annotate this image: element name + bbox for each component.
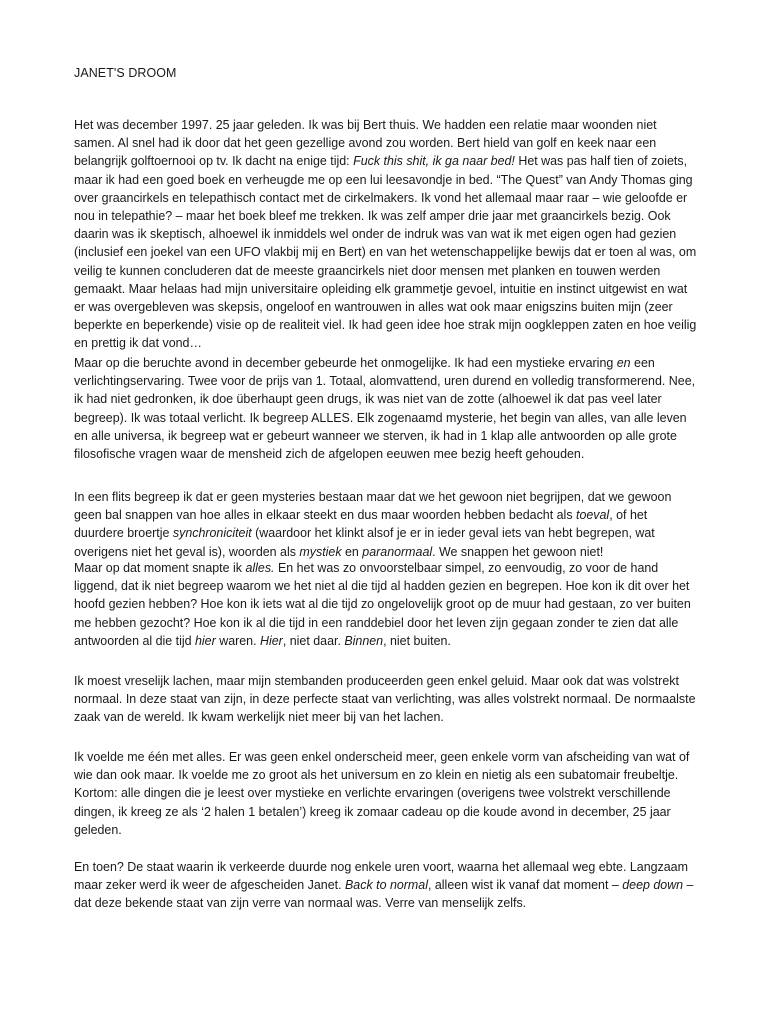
text-run: waren.	[215, 633, 260, 648]
italic-text: synchroniciteit	[172, 526, 252, 541]
text-run: , of het duurdere broertje	[74, 508, 648, 541]
text-run: Ik moest vreselijk lachen, maar mijn stembanden produceerden geen enkel geluid. Maar ook dat was volstrekt normaal. In deze staat van zijn, in deze perfecte staat van verlichting, was alles volstrekt normaal. De normaalste zaak van de wereld. Ik kwam werkelijk niet meer bij van het lachen.	[74, 674, 696, 725]
paragraph-2	[74, 354, 700, 463]
text-run: Het was december 1997. 25 jaar geleden. Ik was bij Bert thuis. We hadden een relatie maar woonden niet samen. Al snel had ik door dat het geen gezellige avond zou worden. Bert hield van golf en keek naar een belangrijk golftoernooi op tv. Ik dacht na enige tijd:	[74, 118, 657, 169]
italic-text: deep down	[622, 878, 684, 893]
text-run: , alleen wist ik vanaf dat moment –	[427, 878, 623, 893]
text-run: Ik voelde me één met alles. Er was geen enkel onderscheid meer, geen enkele vorm van afscheiding van wat of wie dan ook maar. Ik voelde me zo groot als het universum en zo klein en nietig als een subatomair freubeltje. Kortom: alle dingen die je leest over mystieke en verlichte ervaringen (overigens twee volstrekt verschillende dingen, ik kreeg ze als ‘2 halen 1 betalen’) kreeg ik zomaar cadeau op die koude avond in december, 25 jaar geleden.	[74, 750, 690, 837]
italic-text: en	[616, 356, 631, 370]
text-run: . We snappen het gewoon niet!	[432, 544, 604, 559]
paragraph-5	[74, 672, 700, 727]
paragraph-4	[74, 559, 700, 650]
italic-text: Binnen	[344, 633, 384, 648]
italic-text: paranormaal	[362, 544, 433, 559]
text-run: een verlichtingservaring. Twee voor de prijs van 1. Totaal, alomvattend, uren durend en volledig transformerend. Nee, ik had niet gedronken, ik doe überhaupt geen drugs, ik was niet van de zotte (alhoewel ik dat pas veel later begreep). Ik was totaal verlicht. Ik begreep ALLES. Elk zogenaamd mysterie, het begin van alles, van alle leven en alle universa, ik begreep wat er gebeurt wanneer we sterven, ik had in 1 klap alle antwoorden op alle grote filosofische vragen waar de mensheid zich de afgelopen eeuwen mee bezig heeft gehouden.	[74, 356, 696, 462]
text-run: En het was zo onvoorstelbaar simpel, zo eenvoudig, zo voor de hand liggend, dat ik niet begreep waarom we het niet al die tijd al hadden gezien en begrepen. Hoe kon ik dit over het hoofd gezien hebben? Hoe kon ik iets wat al die tijd zo ongelovelijk groot op de muur had gestaan, zo ver buiten me hebben gezocht? Hoe kon ik al die tijd in een randdebiel door het leven zijn gegaan zonder te zien dat alle antwoorden al die tijd	[74, 561, 691, 648]
italic-text: mystiek	[299, 544, 342, 559]
text-run: , niet daar.	[282, 633, 345, 648]
italic-text: Back to normal	[345, 878, 428, 893]
paragraph-3	[74, 488, 700, 561]
paragraph-7	[74, 858, 700, 913]
text-run: Maar op die beruchte avond in december gebeurde het onmogelijke. Ik had een mystieke ervaring	[74, 356, 617, 370]
paragraph-1	[74, 116, 700, 353]
text-run: In een flits begreep ik dat er geen mysteries bestaan maar dat we het gewoon niet begrijpen, dat we gewoon geen bal snappen van hoe alles in elkaar steekt en dus maar woorden hebben bedacht als	[74, 490, 672, 523]
paragraph-6	[74, 748, 700, 839]
text-run: Het was pas half tien of zoiets, maar ik had een goed boek en verheugde me op een lui leesavondje in bed. “The Quest” van Andy Thomas ging over graancirkels en telepathisch contact met de cirkelmakers. Ik vond het allemaal maar raar – wie geloofde er nou in telepathie? – maar het boek bleef me trekken. Ik was zelf amper drie jaar met graancirkels bezig. Ook daarin was ik skeptisch, alhoewel ik inmiddels wel onder de indruk was van wat ik met eigen ogen had gezien (inclusief een joekel van een UFO vlakbij mij en Bert) en van het wetenschappelijke bewijs dat er toen al was, om veilig te kunnen concluderen dat de meeste graancirkels niet door mensen met planken en touwen werden gemaakt. Maar helaas had mijn universitaire opleiding elk grammetje gevoel, intuitie en instinct uitgewist en wat er was overgebleven was skepsis, ongeloof en wantrouwen in alles wat ook maar enigszins buiten mijn (zeer beperkte en beperkende) visie op de realiteit viel. Ik had geen idee hoe strak mijn oogkleppen zaten en hoe veilig en prettig ik dat vond…	[74, 154, 697, 351]
italic-text: Hier	[260, 633, 283, 648]
italic-text: alles.	[245, 561, 275, 575]
document-title: JANET'S DROOM	[74, 66, 177, 80]
text-run: en	[341, 544, 363, 559]
text-run: , niet buiten.	[383, 633, 451, 648]
text-run: En toen? De staat waarin ik verkeerde duurde nog enkele uren voort, waarna het allemaal weg ebte. Langzaam maar zeker werd ik weer de afgescheiden Janet.	[74, 860, 688, 893]
italic-text: Fuck this shit, ik ga naar bed!	[353, 154, 515, 169]
italic-text: toeval	[576, 508, 610, 523]
text-run: – dat deze bekende staat van zijn verre van normaal was. Verre van menselijk zelfs.	[74, 878, 694, 911]
text-run: (waardoor het klinkt alsof je er in ieder geval iets van hebt begrepen, wat overigens niet het geval is), woorden als	[74, 526, 655, 559]
italic-text: hier	[195, 633, 216, 648]
text-run: Maar op dat moment snapte ik	[74, 561, 246, 575]
